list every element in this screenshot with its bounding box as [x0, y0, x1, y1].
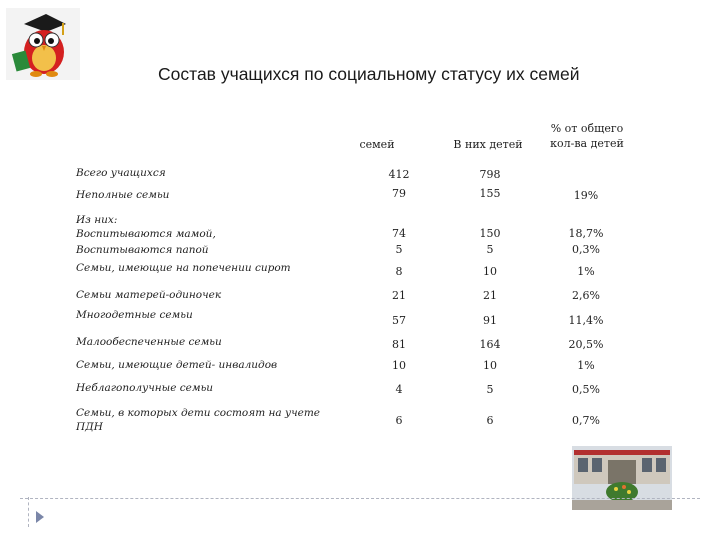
row-label-orphans: Семьи, имеющие на попечении сирот [76, 262, 291, 274]
slide-divider [20, 498, 700, 499]
row-label-low-income: Малообеспеченные семьи [76, 336, 222, 348]
single-mothers-children: 21 [483, 289, 497, 302]
single-mothers-percent: 2,6% [572, 289, 600, 302]
registered-children: 6 [486, 414, 494, 427]
unfavorable-percent: 0,5% [572, 383, 600, 396]
low-income-percent: 20,5% [568, 338, 604, 351]
disabled-children: 10 [483, 359, 497, 372]
father-percent: 0,3% [572, 243, 600, 256]
header-percent-line1: % от общего [550, 122, 624, 135]
row-label-mother: Воспитываются мамой, [76, 228, 216, 240]
low-income-children: 164 [479, 338, 501, 351]
large-children: 91 [483, 314, 497, 327]
row-label-large: Многодетные семьи [76, 309, 193, 321]
incomplete-children: 155 [479, 187, 501, 200]
total-children: 798 [479, 168, 501, 181]
page-title: Состав учащихся по социальному статусу их семей [158, 64, 580, 84]
father-children: 5 [486, 243, 494, 256]
row-label-incomplete: Неполные семьи [76, 189, 170, 201]
row-label-total: Всего учащихся [76, 167, 166, 179]
mother-families: 74 [392, 227, 406, 240]
play-triangle-icon [36, 511, 44, 523]
incomplete-families: 79 [392, 187, 406, 200]
row-label-father: Воспитываются папой [76, 244, 209, 256]
school-photo [572, 446, 672, 510]
orphans-children: 10 [483, 265, 497, 278]
low-income-families: 81 [392, 338, 406, 351]
registered-families: 6 [395, 414, 403, 427]
single-mothers-families: 21 [392, 289, 406, 302]
orphans-families: 8 [395, 265, 403, 278]
owl-logo [6, 8, 80, 80]
mother-children: 150 [479, 227, 501, 240]
orphans-percent: 1% [577, 265, 595, 278]
large-percent: 11,4% [568, 314, 604, 327]
row-label-registered-line1: Семьи, в которых дети состоят на учете [76, 407, 321, 419]
father-families: 5 [395, 243, 403, 256]
registered-percent: 0,7% [572, 414, 600, 427]
header-children: В них детей [453, 138, 523, 151]
incomplete-percent: 19% [573, 189, 599, 202]
row-label-disabled: Семьи, имеющие детей- инвалидов [76, 359, 278, 371]
row-label-of-them: Из них: [76, 214, 118, 226]
row-label-unfavorable: Неблагополучные семьи [76, 382, 214, 394]
row-label-registered-line2: ПДН [76, 421, 103, 433]
row-label-single-mothers: Семьи матерей-одиночек [76, 289, 222, 301]
slide-divider-vertical [28, 497, 30, 527]
large-families: 57 [392, 314, 406, 327]
disabled-families: 10 [392, 359, 406, 372]
total-families: 412 [388, 168, 410, 181]
header-families: семей [359, 138, 395, 151]
header-percent-line2: кол-ва детей [550, 137, 624, 150]
unfavorable-children: 5 [486, 383, 494, 396]
disabled-percent: 1% [577, 359, 595, 372]
mother-percent: 18,7% [568, 227, 604, 240]
unfavorable-families: 4 [395, 383, 403, 396]
